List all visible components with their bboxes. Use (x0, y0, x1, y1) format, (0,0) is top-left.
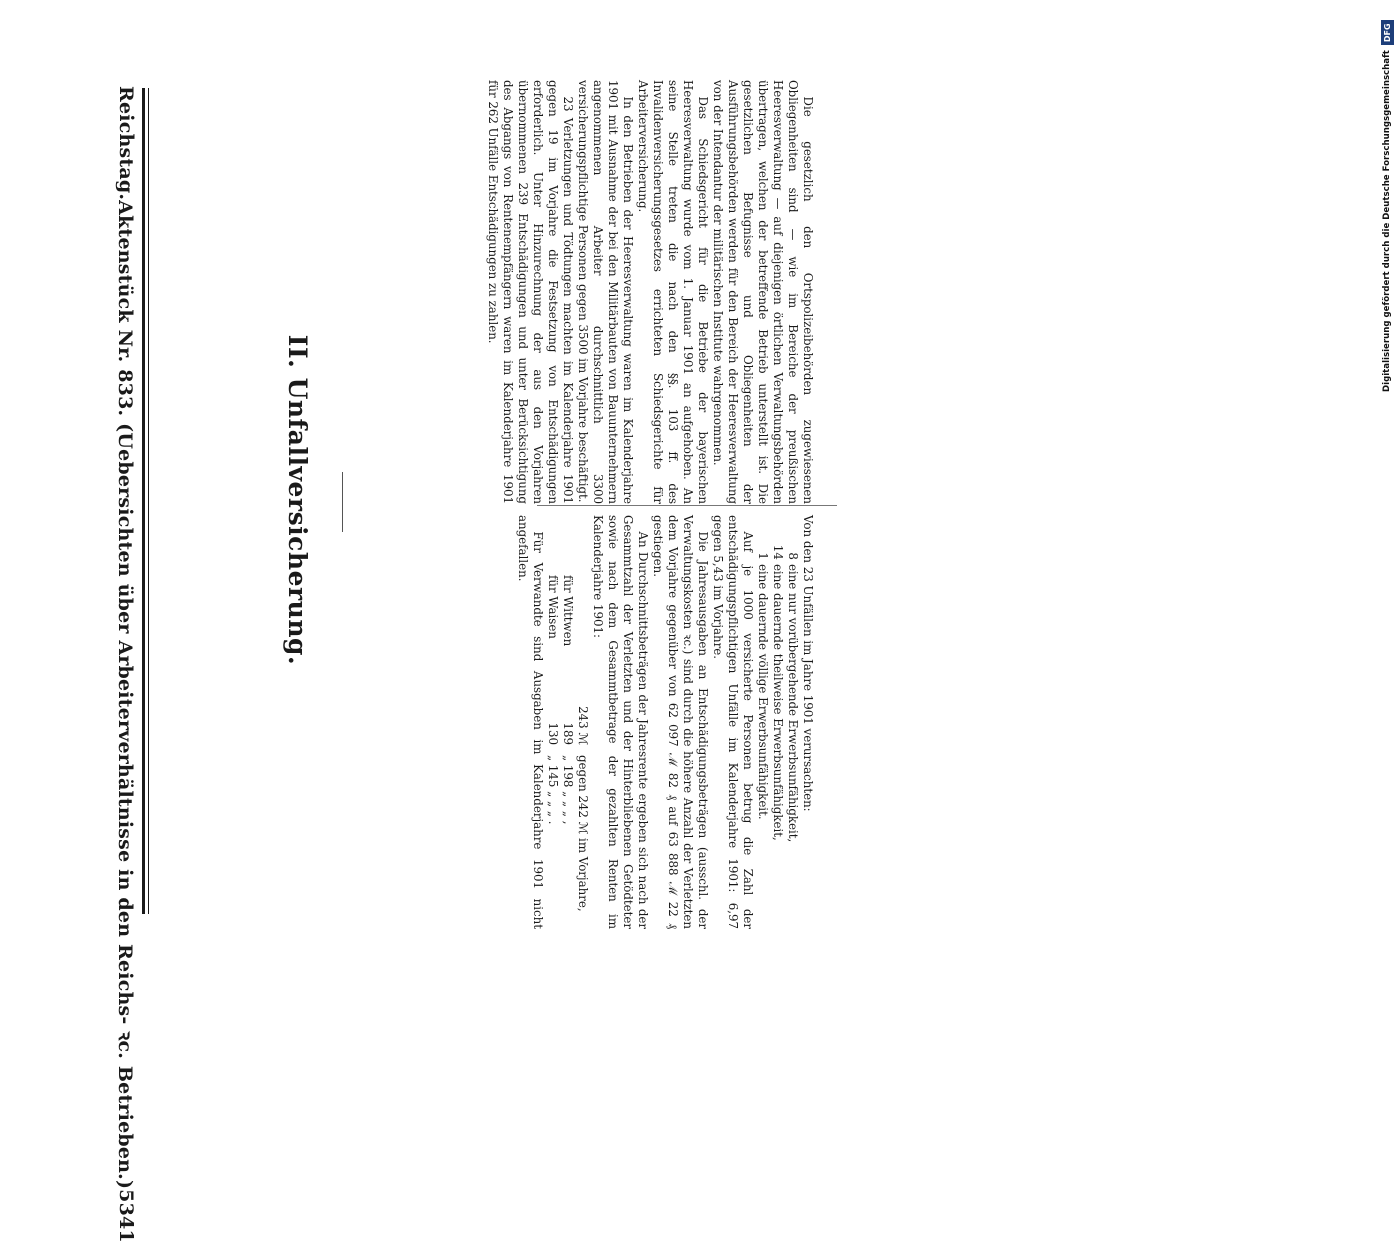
average-current: 243 ℳ (576, 706, 590, 745)
paragraph-intro: Von den 23 Unfällen im Jahre 1901 verursachten: (801, 515, 815, 812)
title-rule (342, 472, 343, 532)
paragraph-rate: Auf je 1000 versicherte Personen betrug die Zahl der entschädigungspflichtigen Unfälle im Kalenderjahre 1901: 6,97 gegen 5,43 im Vorjahre. (711, 515, 755, 929)
consequence-text: eine dauernde völlige Erwerbsunfähigkeit. (756, 563, 770, 820)
dfg-logo: DFG (1381, 20, 1394, 45)
paragraph: 23 Verletzungen und Tödtungen machten im Kalenderjahre 1901 gegen 19 im Vorjahre die Festsetzung von Entschädigungen erforderlich. Unter Hinzurechnung der aus den Vorjahren übernommenen 239 Entschädigungen und unter Berücksichtigung des Abgangs von Rentenempfängern waren im Kalenderjahre 1901 für 262 Unfälle Entschädigungen zu zahlen. (486, 80, 575, 504)
consequence-count: 8 (786, 552, 800, 560)
average-previous: „ 145 „ „ „ . (546, 755, 560, 825)
paragraph: Das Schiedsgericht für die Betriebe der bayerischen Heeresverwaltung wurde vom 1. Januar 1901 an aufgehoben. An seine Stelle treten die nach den §§. 103 ff. des Invalidenversicherungsgesetzes errichteten Schiedsgerichte für Arbeiterversicherung. (636, 80, 710, 504)
consequence-line (755, 515, 770, 929)
consequence-count: 14 (771, 544, 785, 560)
paragraph-average: An Durchschnittsbeträgen der Jahresrente ergeben sich nach der Gesammtzahl der Verletzten und der Hinterbliebenen Getödteter sowie nach dem Gesammtbetrage der gezahlten Renten im Kalenderjahre 1901: (591, 515, 650, 929)
consequence-line (770, 515, 785, 929)
average-row (575, 515, 590, 929)
average-label (575, 575, 590, 703)
average-previous: „ 198 „ „ „ , (561, 755, 575, 825)
paragraph-relatives: Für Verwandte sind Ausgaben im Kalenderjahre 1901 nicht angefallen. (516, 515, 545, 929)
credit-text: Digitalisierung gefördert durch die Deutsche Forschungsgemeinschaft (1382, 50, 1392, 392)
average-current: 189 (561, 722, 575, 745)
average-row (545, 515, 560, 929)
section-title: II. Unfallversicherung. (283, 334, 312, 666)
paragraph: Die gesetzlich den Ortspolizeibehörden zugewiesenen Obliegenheiten sind — wie im Bereiche der preußischen Heeresverwaltung — auf diejenigen örtlichen Verwaltungsbehörden übertragen, welchen der betreffende Betrieb unterstellt ist. Die gesetzlichen Befugnisse und Obliegenheiten der Ausführungsbehörden werden für den Bereich der Heeresverwaltung von der Intendantur der militärischen Institute wahrgenommen. (711, 80, 815, 504)
consequence-text: eine nur vorübergehende Erwerbsunfähigkeit, (786, 563, 800, 843)
average-label: für Waisen (546, 575, 560, 639)
average-current: 130 (546, 722, 560, 745)
average-row (560, 515, 575, 929)
average-previous: gegen 242 ℳ im Vorjahre, (576, 755, 590, 912)
consequence-count: 1 (756, 552, 770, 560)
header-rule (148, 88, 149, 914)
right-column (516, 505, 815, 929)
average-label: für Wittwen (561, 575, 575, 647)
paragraph: In den Betrieben der Heeresverwaltung waren im Kalenderjahre 1901 mit Ausnahme der bei den Militärbauten von Bauunternehmern angenommenen Arbeiter durchschnittlich 3300 versicherungspflichtige Personen gegen 3500 im Vorjahre beschäftigt. (576, 80, 635, 504)
header-rule-thick (142, 88, 145, 914)
header-left: Reichstag. (115, 86, 137, 201)
consequence-text: eine dauernde theilweise Erwerbsunfähigkeit, (771, 563, 785, 841)
page-number: 5341 (115, 1189, 137, 1243)
running-head (111, 86, 141, 1243)
consequence-line (785, 515, 800, 929)
left-column (486, 80, 815, 504)
paragraph-expenses: Die Jahresausgaben an Entschädigungsbeträgen (ausschl. der Verwaltungskosten ꝛc.) sind durch die höhere Anzahl der Verletzten dem Vorjahre gegenüber von 62 097 ℳ 82 ₰ auf 63 888 ℳ 22 ₰ gestiegen. (651, 515, 710, 929)
header-title: Aktenstück Nr. 833. (Uebersichten über Arbeiterverhältnisse in den Reichs- ꝛc. Betrieben.) (114, 200, 136, 1190)
